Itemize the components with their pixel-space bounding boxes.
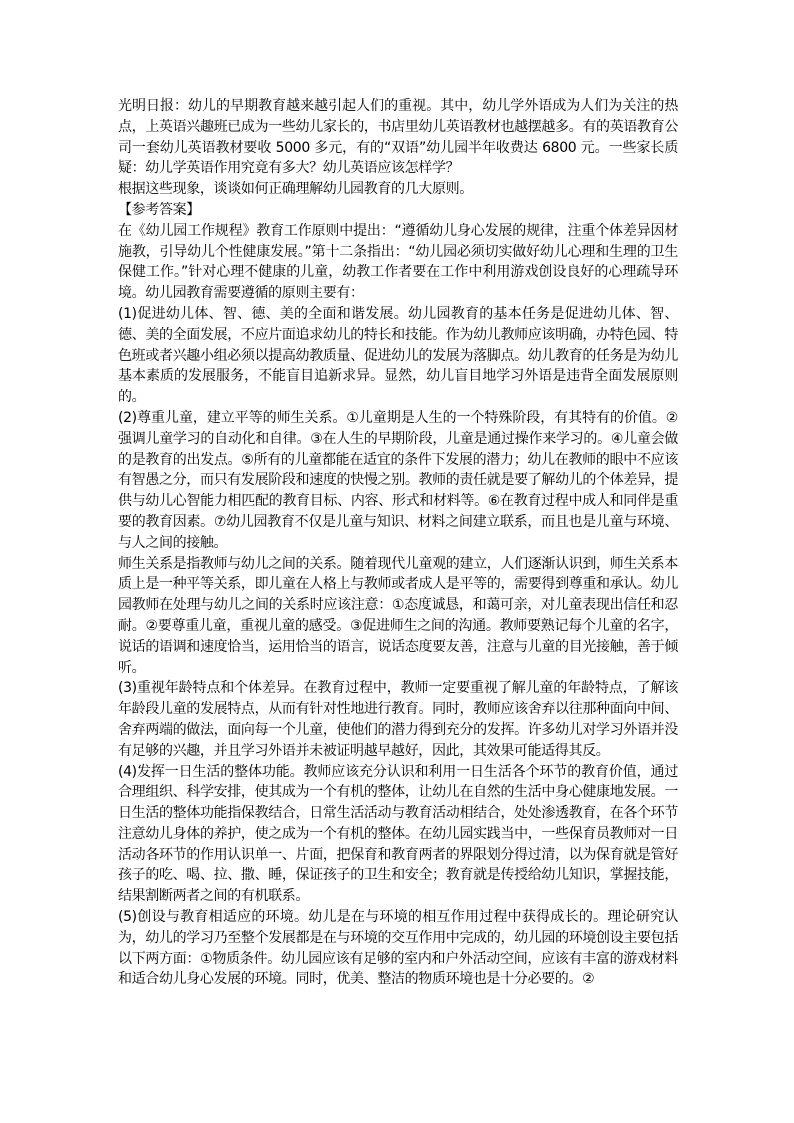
- answer-principle-2: (2)尊重儿童，建立平等的师生关系。①儿童期是人生的一个特殊阶段，有其特有的价值。②强调儿童学习的自动化和自律。③在人生的早期阶段，儿童是通过操作来学习的。④儿童会做的是教育的出发点。⑤所有的儿童都能在适宜的条件下发展的潜力；幼儿在教师的眼中不应该有智愚之分，而只有发展阶段和速度的快慢之别。教师的责任就是要了解幼儿的个体差异，提供与幼儿心智能力相匹配的教育目标、内容、形式和材料等。⑥在教育过程中成人和同伴是重要的教育因素。⑦幼儿园教育不仅是儿童与知识、材料之间建立联系，而且也是儿童与环境、与人之间的接触。: [118, 409, 678, 551]
- answer-principle-3: (3)重视年龄特点和个体差异。在教育过程中，教师一定要重视了解儿童的年龄特点，了解该年龄段儿童的发展特点，从而有针对性地进行教育。同时，教师应该舍弃以往那种面向中间、舍弃两端的做法，面向每一个儿童，使他们的潜力得到充分的发挥。许多幼儿对学习外语并没有足够的兴趣，并且学习外语并未被证明越早越好，因此，其效果可能适得其反。: [118, 680, 678, 759]
- answer-principle-4: (4)发挥一日生活的整体功能。教师应该充分认识和利用一日生活各个环节的教育价值，通过合理组织、科学安排，使其成为一个有机的整体，让幼儿在自然的生活中身心健康地发展。一日生活的整体功能指保教结合，日常生活活动与教育活动相结合，处处渗透教育，在各个环节注意幼儿身体的养护，使之成为一个有机的整体。在幼儿园实践当中，一些保育员教师对一日活动各环节的作用认识单一、片面，把保育和教育两者的界限划分得过清，以为保育就是管好孩子的吃、喝、拉、撒、睡，保证孩子的卫生和安全；教育就是传授给幼儿知识，掌握技能，结果割断两者之间的有机联系。: [118, 763, 678, 905]
- document-page: [118, 96, 678, 990]
- answer-heading: 【参考答案】: [118, 201, 200, 218]
- answer-principle-1: (1)促进幼儿体、智、德、美的全面和谐发展。幼儿园教育的基本任务是促进幼儿体、智、德、美的全面发展，不应片面追求幼儿的特长和技能。作为幼儿教师应该明确，办特色园、特色班或者兴趣小组必须以提高幼教质量、促进幼儿的发展为落脚点。幼儿教育的任务是为幼儿基本素质的发展服务，不能盲目追新求异。显然，幼儿盲目地学习外语是违背全面发展原则的。: [118, 305, 678, 406]
- answer-principle-5: (5)创设与教育相适应的环境。幼儿是在与环境的相互作用过程中获得成长的。理论研究认为，幼儿的学习乃至整个发展都是在与环境的交互作用中完成的，幼儿园的环境创设主要包括以下两方面：①物质条件。幼儿园应该有足够的室内和户外活动空间，应该有丰富的游戏材料和适合幼儿身心发展的环境。同时，优美、整洁的物质环境也是十分必要的。②: [118, 909, 678, 988]
- question-prompt: 根据这些现象，谈谈如何正确理解幼儿园教育的几大原则。: [118, 181, 473, 198]
- question-paragraph-1: 光明日报：幼儿的早期教育越来越引起人们的重视。其中，幼儿学外语成为人们为关注的热点，上英语兴趣班已成为一些幼儿家长的，书店里幼儿英语教材也越摆越多。有的英语教育公司一套幼儿英语教材要收 5000 多元，有的“双语”幼儿园半年收费达 6800 元。一些家长质疑：幼儿学英语作用究竟有多大？幼儿英语应该怎样学？: [118, 98, 678, 177]
- answer-intro-paragraph: 在《幼儿园工作规程》教育工作原则中提出：“遵循幼儿身心发展的规律，注重个体差异因材施教，引导幼儿个性健康发展。”第十二条指出：“幼儿园必须切实做好幼儿心理和生理的卫生保健工作。”针对心理不健康的儿童，幼教工作者要在工作中利用游戏创设良好的心理疏导环境。幼儿园教育需要遵循的原则主要有：: [118, 222, 678, 302]
- answer-teacher-child-relationship: 师生关系是指教师与幼儿之间的关系。随着现代儿童观的建立，人们逐渐认识到，师生关系本质上是一种平等关系，即儿童在人格上与教师或者成人是平等的，需要得到尊重和承认。幼儿园教师在处理与幼儿之间的关系时应该注意：①态度诚恳，和蔼可亲，对儿童表现出信任和忍耐。②要尊重儿童，重视儿童的感受。③促进师生之间的沟通。教师要熟记每个儿童的名字，说话的语调和速度恰当，运用恰当的语言，说话态度要友善，注意与儿童的目光接触，善于倾听。: [118, 555, 678, 676]
